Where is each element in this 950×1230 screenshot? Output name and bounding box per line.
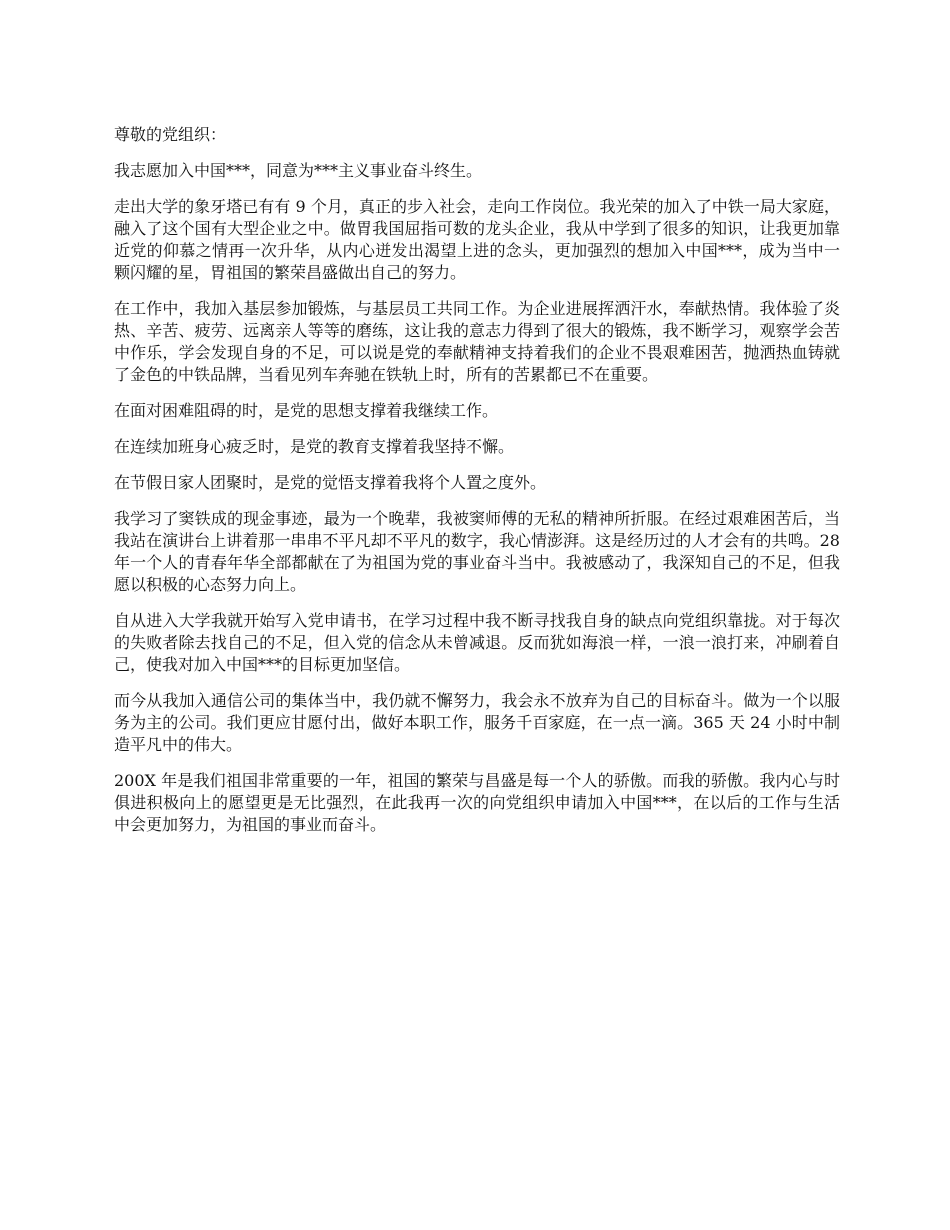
paragraph: 在节假日家人团聚时，是党的觉悟支撑着我将个人置之度外。: [114, 473, 547, 492]
paragraph: 200X 年是我们祖国非常重要的一年，祖国的繁荣与昌盛是每一个人的骄傲。而我的骄傲。我内心与时俱进积极向上的愿望更是无比强烈，在此我再一次的向党组织申请加入中国***，在以后的工作与生活中会更加努力，为祖国的事业而奋斗。: [114, 771, 840, 834]
paragraph: 在连续加班身心疲乏时，是党的教育支撑着我坚持不懈。: [114, 437, 515, 456]
document-body: [114, 124, 840, 850]
paragraph: 在面对困难阻碍的时，是党的思想支撑着我继续工作。: [114, 401, 499, 420]
salutation: 尊敬的党组织：: [114, 125, 227, 144]
paragraph: 我志愿加入中国***，同意为***主义事业奋斗终生。: [114, 161, 483, 180]
paragraph: 走出大学的象牙塔已有有 9 个月，真正的步入社会，走向工作岗位。我光荣的加入了中铁一局大家庭，融入了这个国有大型企业之中。做胃我国屈指可数的龙头企业，我从中学到了很多的知识，让我更加靠近党的仰慕之情再一次升华，从内心迸发出渴望上进的念头，更加强烈的想加入中国***，成为当中一颗闪耀的星，胃祖国的繁荣昌盛做出自己的努力。: [114, 197, 840, 282]
paragraph: 在工作中，我加入基层参加锻炼，与基层员工共同工作。为企业进展挥洒汗水，奉献热情。我体验了炎热、辛苦、疲劳、远离亲人等等的磨练，这让我的意志力得到了很大的锻炼，我不断学习，观察学会苦中作乐，学会发现自身的不足，可以说是党的奉献精神支持着我们的企业不畏艰难困苦，抛洒热血铸就了金色的中铁品牌，当看见列车奔驰在铁轨上时，所有的苦累都已不在重要。: [114, 299, 840, 384]
paragraph: 自从进入大学我就开始写入党申请书，在学习过程中我不断寻找我自身的缺点向党组织靠拢。对于每次的失败者除去找自己的不足，但入党的信念从未曾减退。反而犹如海浪一样，一浪一浪打来，冲刷着自己，使我对加入中国***的目标更加坚信。: [114, 611, 840, 674]
paragraph: 我学习了窦铁成的现金事迹，最为一个晚辈，我被窦师傅的无私的精神所折服。在经过艰难困苦后，当我站在演讲台上讲着那一串串不平凡却不平凡的数字，我心情澎湃。这是经历过的人才会有的共鸣。28 年一个人的青春年华全部都献在了为祖国为党的事业奋斗当中。我被感动了，我深知自己的不足，但我愿以积极的心态努力向上。: [114, 509, 840, 594]
paragraph: 而今从我加入通信公司的集体当中，我仍就不懈努力，我会永不放弃为自己的目标奋斗。做为一个以服务为主的公司。我们更应甘愿付出，做好本职工作，服务千百家庭，在一点一滴。365 天 24 小时中制造平凡中的伟大。: [114, 691, 840, 754]
